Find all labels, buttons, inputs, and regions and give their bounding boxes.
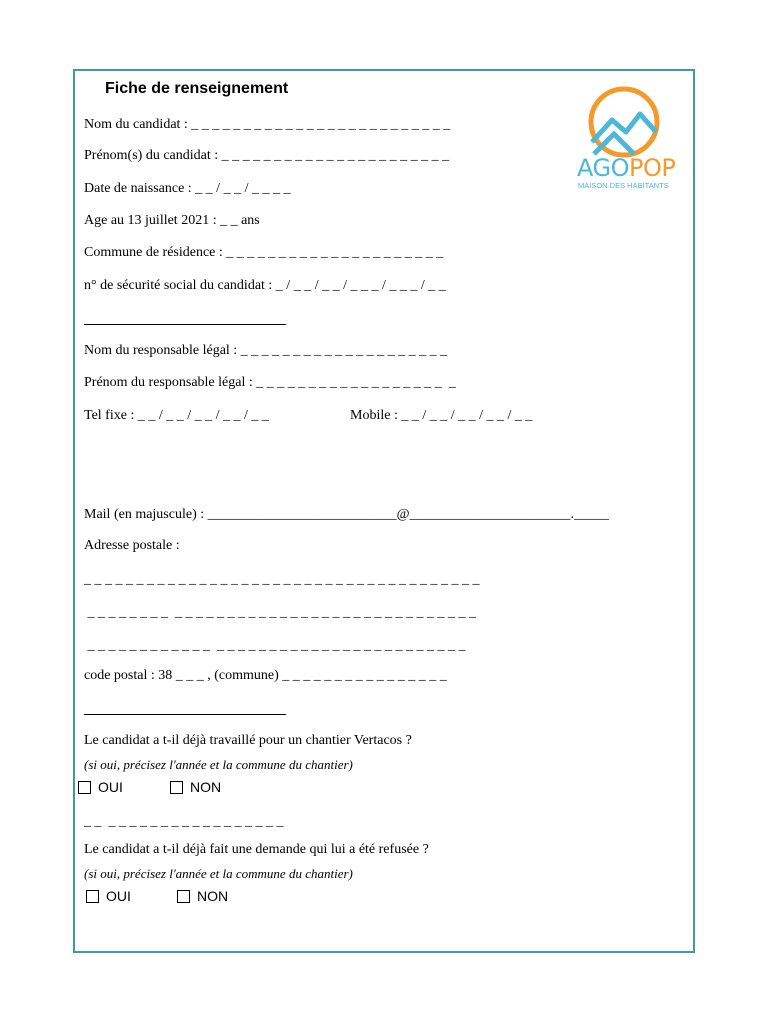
field-date-naissance[interactable]: Date de naissance : _ _ / _ _ / _ _ _ _ xyxy=(84,181,291,196)
field-secu[interactable]: n° de sécurité social du candidat : _ / _ _ / _ _ / _ _ _ / _ _ _ / _ _ xyxy=(84,278,446,293)
logo-wordmark xyxy=(577,154,675,182)
q2-oui-label: OUI xyxy=(106,888,131,904)
q1-answer-line[interactable]: _ _ _ _ _ _ _ _ _ _ _ _ _ _ _ _ _ _ _ xyxy=(84,814,284,829)
q1-non-checkbox[interactable] xyxy=(170,781,183,794)
field-tel-fixe[interactable]: Tel fixe : _ _ / _ _ / _ _ / _ _ / _ _ xyxy=(84,408,269,423)
question-1: Le candidat a t-il déjà travaillé pour un chantier Vertacos ? xyxy=(84,733,412,748)
field-commune[interactable]: Commune de résidence : _ _ _ _ _ _ _ _ _ _ _ _ _ _ _ _ _ _ _ _ _ xyxy=(84,245,444,260)
field-prenom-candidat[interactable]: Prénom(s) du candidat : _ _ _ _ _ _ _ _ _ _ _ _ _ _ _ _ _ _ _ _ _ _ xyxy=(84,148,450,163)
question-1-hint: (si oui, précisez l'année et la commune du chantier) xyxy=(84,757,353,772)
logo-subtitle: MAISON DES HABITANTS xyxy=(578,181,669,190)
field-code-postal[interactable]: code postal : 38 _ _ _ , (commune) _ _ _ _ _ _ _ _ _ _ _ _ _ _ _ _ xyxy=(84,668,447,683)
address-line-3[interactable]: _ _ _ _ _ _ _ _ _ _ _ _ _ _ _ _ _ _ _ _ _ _ _ _ _ _ _ _ _ _ _ _ _ _ _ _ xyxy=(84,638,466,653)
form-title: Fiche de renseignement xyxy=(105,80,289,97)
address-line-2[interactable]: _ _ _ _ _ _ _ _ _ _ _ _ _ _ _ _ _ _ _ _ _ _ _ _ _ _ _ _ _ _ _ _ _ _ _ _ _ xyxy=(84,605,476,620)
address-line-1[interactable]: _ _ _ _ _ _ _ _ _ _ _ _ _ _ _ _ _ _ _ _ _ _ _ _ _ _ _ _ _ _ _ _ _ _ _ _ _ _ xyxy=(84,572,480,587)
question-2: Le candidat a t-il déjà fait une demande qui lui a été refusée ? xyxy=(84,842,429,857)
question-2-hint: (si oui, précisez l'année et la commune du chantier) xyxy=(84,866,353,881)
field-prenom-responsable[interactable]: Prénom du responsable légal : _ _ _ _ _ _ _ _ _ _ _ _ _ _ _ _ _ _ _ xyxy=(84,375,456,390)
field-age[interactable]: Age au 13 juillet 2021 : _ _ ans xyxy=(84,213,260,228)
field-nom-candidat[interactable]: Nom du candidat : _ _ _ _ _ _ _ _ _ _ _ _ _ _ _ _ _ _ _ _ _ _ _ _ _ xyxy=(84,117,451,132)
logo-ago: AGO xyxy=(577,154,629,182)
q1-oui-label: OUI xyxy=(98,779,123,795)
q1-non-label: NON xyxy=(190,779,222,795)
q1-oui-checkbox[interactable] xyxy=(78,781,91,794)
field-nom-responsable[interactable]: Nom du responsable légal : _ _ _ _ _ _ _ _ _ _ _ _ _ _ _ _ _ _ _ _ xyxy=(84,343,448,358)
q2-non-checkbox[interactable] xyxy=(177,890,190,903)
field-mail[interactable]: Mail (en majuscule) : ___________________________@_______________________._____ xyxy=(84,507,610,522)
logo-pop: POP xyxy=(628,154,676,182)
separator-rule xyxy=(84,324,286,325)
separator-rule-2 xyxy=(84,714,286,715)
field-mobile[interactable]: Mobile : _ _ / _ _ / _ _ / _ _ / _ _ xyxy=(350,408,533,423)
q2-non-label: NON xyxy=(197,888,229,904)
address-label: Adresse postale : xyxy=(84,538,180,553)
q2-oui-checkbox[interactable] xyxy=(86,890,99,903)
